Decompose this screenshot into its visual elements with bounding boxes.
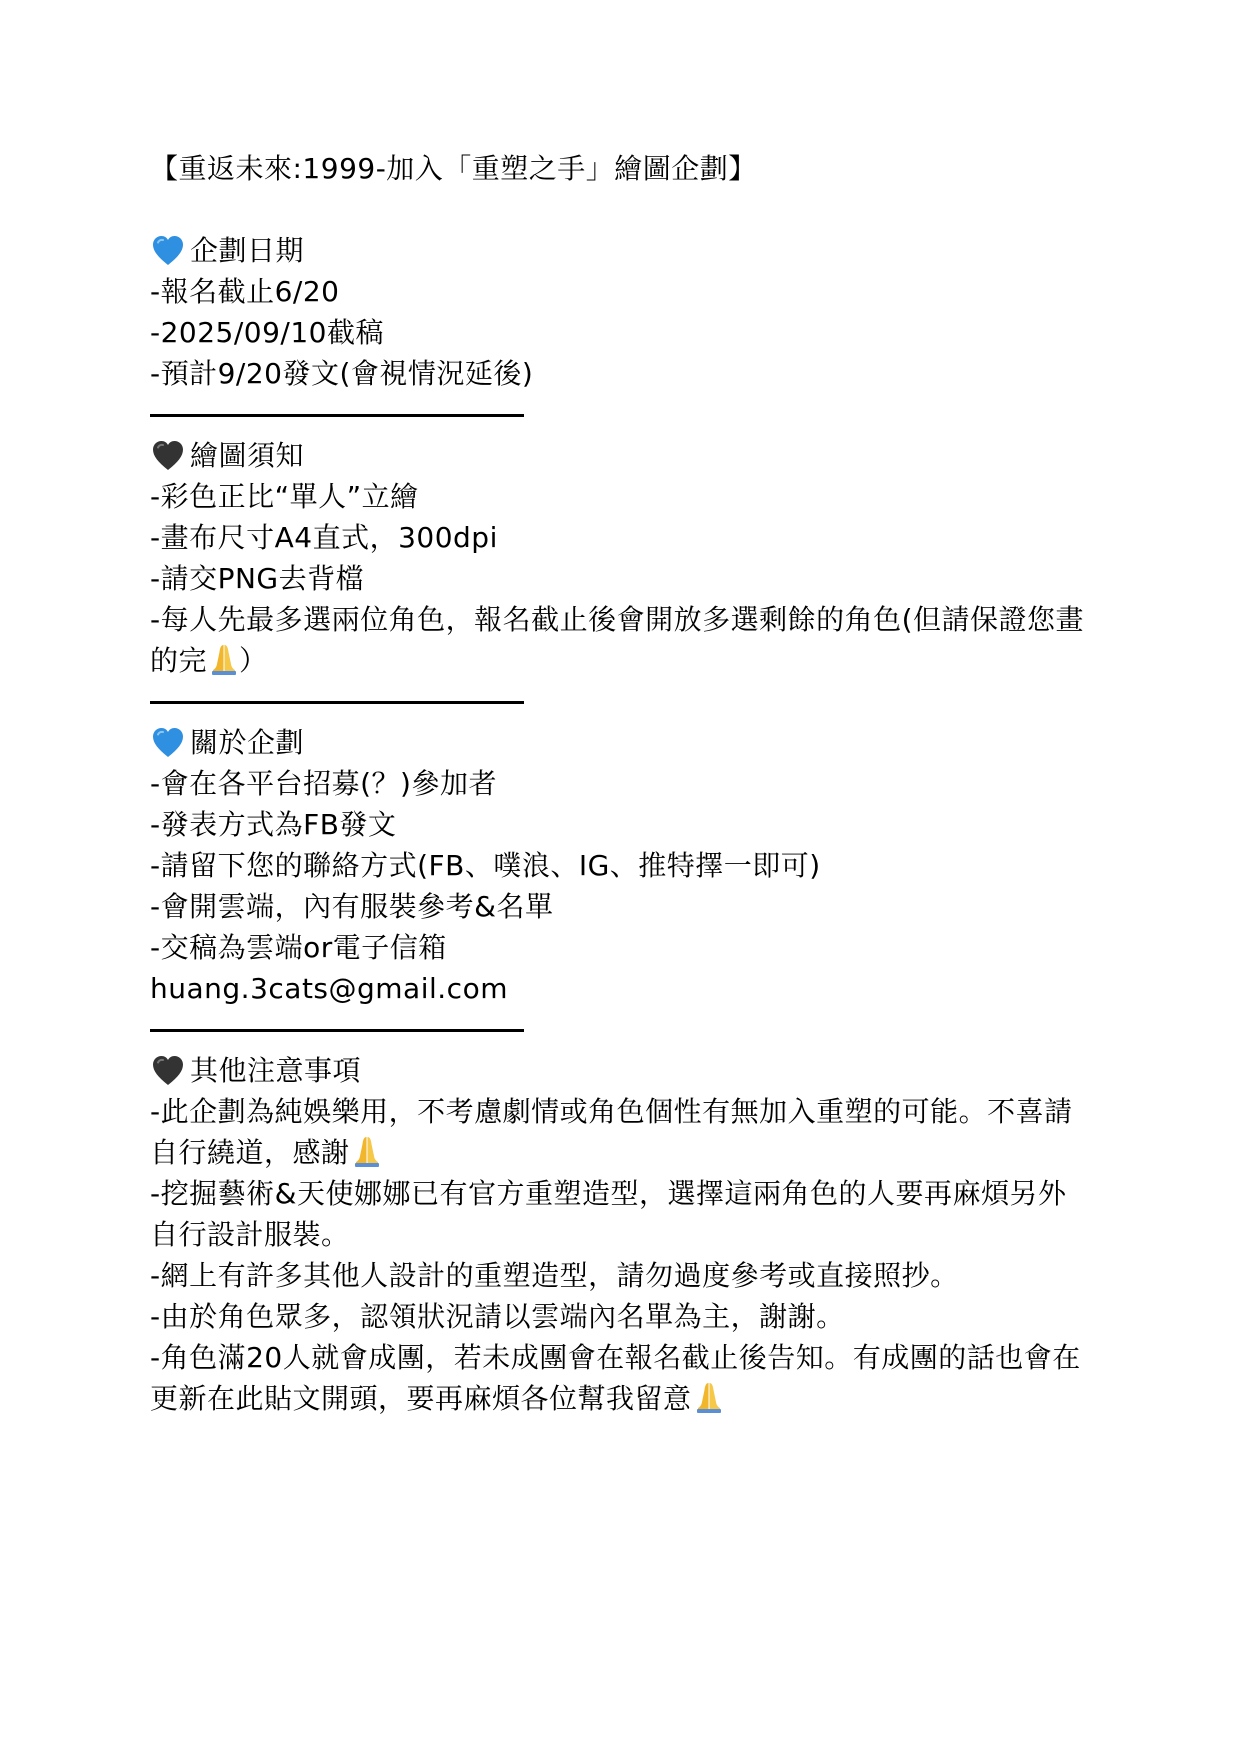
drawing-line: -彩色正比“單人”立繪 (150, 480, 419, 513)
drawing-line-multiselect (150, 599, 1090, 681)
drawing-line-tail: ） (239, 644, 268, 677)
section-heading-about (150, 722, 1090, 763)
about-line: -會開雲端，內有服裝參考&名單 (150, 890, 554, 923)
section-heading-label: 其他注意事項 (190, 1054, 362, 1087)
section-divider (150, 394, 1090, 435)
schedule-line: -報名截止6/20 (150, 275, 340, 308)
section-heading-label: 企劃日期 (190, 234, 305, 267)
page-title: 【重返未來:1999-加入「重塑之手」繪圖企劃】 (150, 152, 757, 185)
blue-heart-icon (150, 233, 186, 269)
notes-line-text: -此企劃為純娛樂用，不考慮劇情或角色個性有無加入重塑的可能。不喜請自行繞道，感謝 (150, 1095, 1073, 1169)
schedule-line: -2025/09/10截稿 (150, 316, 384, 349)
notes-line (150, 1091, 1090, 1173)
about-line: -發表方式為FB發文 (150, 808, 397, 841)
blue-heart-icon (150, 725, 186, 761)
about-line: -請留下您的聯絡方式(FB、噗浪、IG、推特擇一即可) (150, 849, 821, 882)
notes-line: -網上有許多其他人設計的重塑造型，請勿過度參考或直接照抄。 (150, 1259, 959, 1292)
section-heading-drawing (150, 435, 1090, 476)
black-heart-icon (150, 1053, 186, 1089)
notes-line (150, 1337, 1090, 1419)
drawing-line: -請交PNG去背檔 (150, 562, 365, 595)
section-heading-label: 繪圖須知 (190, 439, 305, 472)
document-body (150, 148, 1090, 1419)
section-heading-schedule (150, 230, 1090, 271)
section-divider (150, 1009, 1090, 1050)
folded-hands-icon (694, 1380, 724, 1414)
section-divider (150, 681, 1090, 722)
folded-hands-icon (352, 1134, 382, 1168)
drawing-line: -畫布尺寸A4直式，300dpi (150, 521, 498, 554)
drawing-line-text: -每人先最多選兩位角色，報名截止後會開放多選剩餘的角色(但請保證您畫的完 (150, 603, 1085, 677)
notes-line-text: -角色滿20人就會成團，若未成團會在報名截止後告知。有成團的話也會在更新在此貼文開頭，要再麻煩各位幫我留意 (150, 1341, 1081, 1415)
schedule-line: -預計9/20發文(會視情況延後) (150, 357, 534, 390)
contact-email: huang.3cats@gmail.com (150, 972, 508, 1005)
section-heading-label: 關於企劃 (190, 726, 305, 759)
notes-line: -挖掘藝術&天使娜娜已有官方重塑造型，選擇這兩角色的人要再麻煩另外自行設計服裝。 (150, 1177, 1067, 1251)
section-heading-notes (150, 1050, 1090, 1091)
folded-hands-icon (209, 642, 239, 676)
about-line: -交稿為雲端or電子信箱 (150, 931, 447, 964)
about-line: -會在各平台招募(？)參加者 (150, 767, 497, 800)
black-heart-icon (150, 438, 186, 474)
notes-line: -由於角色眾多，認領狀況請以雲端內名單為主，謝謝。 (150, 1300, 845, 1333)
